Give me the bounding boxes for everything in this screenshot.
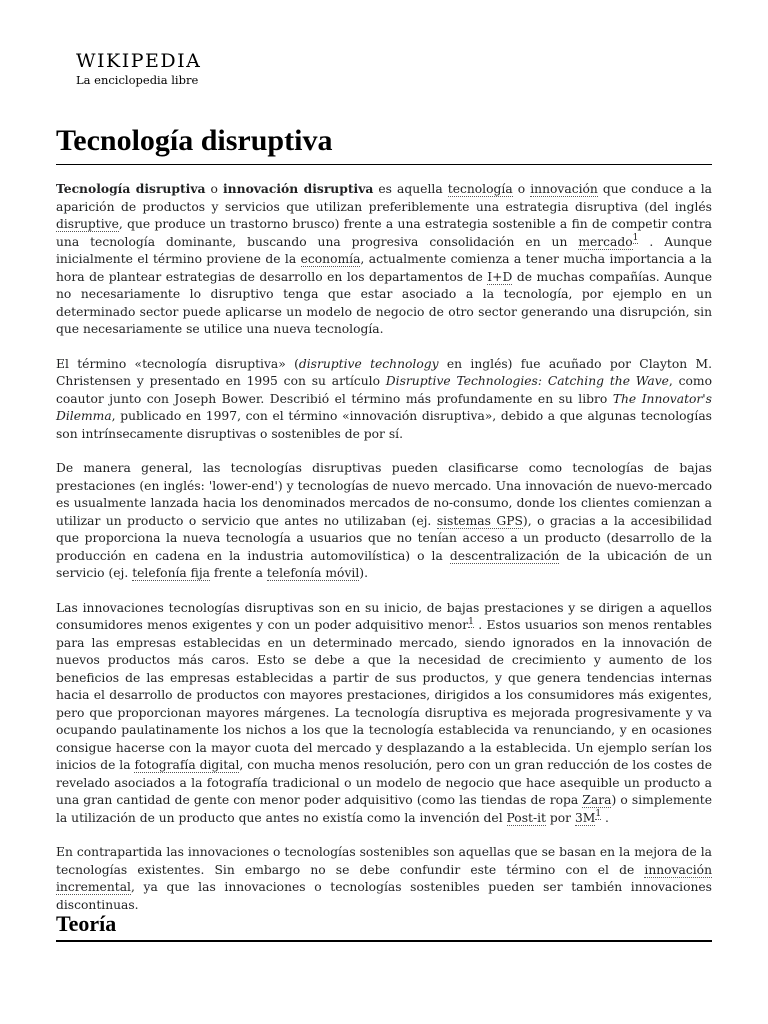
link-tecnologia[interactable]: tecnología — [447, 182, 513, 196]
link-fotografia-digital[interactable]: fotografía digital — [134, 758, 240, 772]
bold-term: Tecnología disruptiva — [56, 181, 206, 196]
link-i-d[interactable]: I+D — [487, 269, 513, 284]
logo-wordmark: WIKIPEDIA — [76, 50, 202, 72]
paragraph-classification: De manera general, las tecnologías disruptivas pueden clasificarse como tecnologías de bajas prestaciones (en inglés: 'lower-end') y tecnologías de nuevo mercado. Una innovación de nuevo-mercado es usualmente lanzada hacia los denominados mercados de no-consumo, donde los clientes comienzan a utilizar un producto o servicio que antes no utilizaban (ej. sistemas GPS), o gracias a la accesibilidad que proporciona la nueva tecnología a usuarios que no tenían acceso a un producto (desarrollo de la producción en cadena en la industria automovilística) o la descentralización de la ubicación de un servicio (ej. telefonía fija frente a telefonía móvil). — [56, 461, 712, 580]
link-zara[interactable]: Zara — [582, 793, 612, 807]
link-3m[interactable]: 3M — [574, 810, 596, 825]
paragraph-low-end: Las innovaciones tecnologías disruptivas son en su inicio, de bajas prestaciones y se dirigen a aquellos consumidores menos exigentes y con un poder adquisitivo menor$^1$ . Estos usuarios son menos rentables para las empresas establecidas en un determinado mercado, siendo ignorados en la innovación de nuevos productos más caros. Esto se debe a que la necesidad de crecimiento y aumento de los beneficios de las empresas establecidas a partir de sus productos, y que genera tendencias internas hacia el desarrollo de productos con mayores prestaciones, dirigidos a los consumidores más exigentes, pero que proporcionan mayores márgenes. La tecnología disruptiva es mejorada progresivamente y va ocupando paulatinamente los nichos a los que la tecnología establecida va renunciando, y en ocasiones consigue hacerse con la mayor cuota del mercado y desplazando a la establecida. Un ejemplo serían los inicios de la fotografía digital, con mucha menos resolución, pero con un gran reducción de los costes de revelado asociados a la fotografía tradicional o un modelo de negocio que hace asequible un producto a una gran cantidad de gente con menor poder adquisitivo (como las tiendas de ropa Zara) o simplemente la utilización de un producto que antes no existía como la invención del Post-it por $3M^1$ . — [56, 600, 713, 825]
reference-link[interactable]: 1 — [595, 809, 602, 820]
link-telefonia-movil[interactable]: telefonía móvil — [266, 566, 360, 580]
link-telefonia-fija[interactable]: telefonía fija — [132, 566, 211, 580]
section-heading-teoria: Teoría — [56, 910, 712, 942]
bold-term: innovación disruptiva — [223, 181, 374, 196]
link-mercado[interactable]: mercado — [578, 234, 633, 249]
article-body — [56, 180, 712, 931]
link-innovacion-incremental[interactable]: innovación incremental — [56, 862, 712, 894]
wikipedia-logo[interactable] — [76, 50, 201, 87]
link-descentralizacion[interactable]: descentralización — [449, 548, 560, 563]
page-title: Tecnología disruptiva — [56, 122, 712, 165]
paragraph-origin: El término «tecnología disruptiva» (disruptive technology en inglés) fue acuñado por Clayton M. Christensen y presentado en 1995 con su artículo Disruptive Technologies: Catching the Wave, como coautor junto con Joseph Bower. Describió el término más profundamente en su libro The Innovator's Dilemma, publicado en 1997, con el término «innovación disruptiva», debido a que algunas tecnologías son intrínsecamente disruptivas o sostenibles de por sí. — [56, 356, 712, 441]
reference-link[interactable]: 1 — [632, 233, 639, 244]
logo-tagline: La enciclopedia libre — [76, 73, 199, 87]
link-sistemas-gps[interactable]: sistemas GPS — [436, 513, 523, 528]
link-disruptive[interactable]: disruptive — [56, 217, 119, 231]
link-economia[interactable]: economía — [300, 252, 361, 266]
reference-link[interactable]: 1 — [468, 616, 474, 627]
paragraph-intro: Tecnología disruptiva o innovación disruptiva es aquella tecnología o innovación que conduce a la aparición de productos y servicios que utilizan preferiblemente una estrategia disruptiva (del inglés disruptive, que produce un trastorno brusco) frente a una estrategia sostenible a fin de competir contra una tecnología dominante, buscando una progresiva consolidación en un mercado$^1$ . Aunque inicialmente el término proviene de la economía, actualmente comienza a tener mucha importancia a la hora de plantear estrategias de desarrollo en los departamentos de I+D de muchas compañías. Aunque no necesariamente lo disruptivo tenga que estar asociado a la tecnología, por ejemplo en un determinado sector puede aplicarse un modelo de negocio de otro sector generando una disrupción, sin que necesariamente se utilice una nueva tecnología. — [56, 181, 713, 336]
paragraph-sustaining: En contrapartida las innovaciones o tecnologías sostenibles son aquellas que se basan en la mejora de la tecnologías existentes. Sin embargo no se debe confundir este término con el de innovación incremental, ya que las innovaciones o tecnologías sostenibles pueden ser también innovaciones discontinuas. — [56, 845, 712, 912]
link-post-it[interactable]: Post-it — [506, 810, 546, 825]
link-innovacion[interactable]: innovación — [530, 182, 598, 196]
